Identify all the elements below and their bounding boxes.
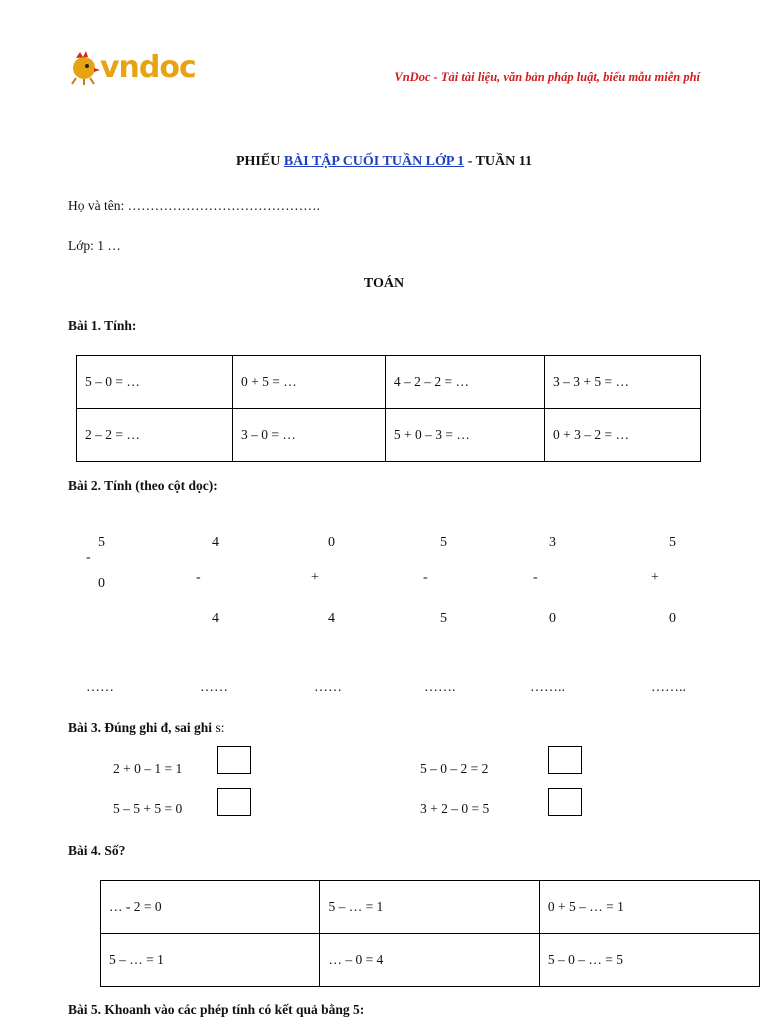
table-cell[interactable]: 5 + 0 – 3 = … — [385, 409, 544, 462]
col4-answer[interactable]: ……. — [424, 680, 456, 695]
subject-title: TOÁN — [363, 276, 405, 291]
table-cell[interactable]: 0 + 3 – 2 = … — [544, 409, 700, 462]
table-row — [101, 881, 760, 934]
table-cell[interactable]: 5 – … = 1 — [101, 934, 320, 987]
col1-bottom: 0 — [98, 576, 105, 591]
name-field[interactable]: Họ và tên: ……………………………………. — [68, 198, 320, 213]
title-link[interactable]: BÀI TẬP CUỐI TUẦN LỚP 1 — [283, 154, 465, 169]
col2-bottom: 4 — [212, 611, 219, 626]
title-suffix: - TUẦN 11 — [464, 154, 532, 169]
table-cell[interactable]: 5 – 0 = … — [77, 356, 233, 409]
bai3-item: 5 – 5 + 5 = 0 — [113, 801, 183, 816]
table-row — [77, 409, 701, 462]
col1-answer[interactable]: …… — [86, 680, 114, 695]
col3-answer[interactable]: …… — [314, 680, 342, 695]
col5-answer[interactable]: …….. — [530, 680, 565, 695]
class-field[interactable]: Lớp: 1 … — [68, 238, 121, 253]
table-row — [77, 356, 701, 409]
logo-wordmark: vndoc — [100, 50, 196, 85]
answer-box[interactable] — [548, 788, 582, 816]
answer-box[interactable] — [548, 746, 582, 774]
col4-operator: - — [423, 570, 428, 585]
col4-top: 5 — [440, 535, 447, 550]
col1-top: 5 — [98, 535, 105, 550]
table-cell[interactable]: 5 – 0 – … = 5 — [539, 934, 759, 987]
title-prefix: PHIẾU — [235, 154, 284, 169]
header-tagline: VnDoc - Tải tài liệu, văn bản pháp luật, biểu mẫu miễn phí — [394, 70, 700, 84]
table-cell[interactable]: 3 – 3 + 5 = … — [544, 356, 700, 409]
table-cell[interactable]: 4 – 2 – 2 = … — [385, 356, 544, 409]
col5-top: 3 — [549, 535, 556, 550]
bai3-item: 2 + 0 – 1 = 1 — [113, 761, 183, 776]
answer-box[interactable] — [217, 746, 251, 774]
col3-top: 0 — [328, 535, 335, 550]
bai3-item: 3 + 2 – 0 = 5 — [420, 801, 490, 816]
bai3-heading-bold: Bài 3. Đúng ghi đ, sai ghi — [68, 720, 216, 735]
col6-operator: + — [651, 570, 659, 585]
table-cell[interactable]: 0 + 5 = … — [233, 356, 386, 409]
table-cell[interactable]: … - 2 = 0 — [101, 881, 320, 934]
bai4-heading: Bài 4. Số? — [68, 843, 126, 858]
bai5-heading: Bài 5. Khoanh vào các phép tính có kết quả bằng 5: — [68, 1002, 365, 1017]
bai4-table — [100, 880, 760, 987]
bai3-item: 5 – 0 – 2 = 2 — [420, 761, 489, 776]
table-cell[interactable]: 5 – … = 1 — [320, 881, 539, 934]
table-cell[interactable]: … – 0 = 4 — [320, 934, 539, 987]
col5-operator: - — [533, 570, 538, 585]
col6-answer[interactable]: …….. — [651, 680, 686, 695]
bai1-table — [76, 355, 701, 462]
bai1-heading: Bài 1. Tính: — [68, 318, 137, 333]
table-row — [101, 934, 760, 987]
vndoc-logo[interactable] — [68, 48, 218, 88]
col3-bottom: 4 — [328, 611, 335, 626]
col5-bottom: 0 — [549, 611, 556, 626]
col1-operator: - — [86, 550, 91, 565]
bai3-heading-normal: s: — [215, 720, 225, 735]
bai3-heading — [68, 720, 224, 736]
bai2-heading: Bài 2. Tính (theo cột dọc): — [68, 478, 218, 493]
col2-operator: - — [196, 570, 201, 585]
table-cell[interactable]: 0 + 5 – … = 1 — [539, 881, 759, 934]
col2-answer[interactable]: …… — [200, 680, 228, 695]
col2-top: 4 — [212, 535, 219, 550]
col6-bottom: 0 — [669, 611, 676, 626]
col6-top: 5 — [669, 535, 676, 550]
page-title — [0, 154, 768, 170]
col3-operator: + — [311, 570, 319, 585]
table-cell[interactable]: 2 – 2 = … — [77, 409, 233, 462]
col4-bottom: 5 — [440, 611, 447, 626]
answer-box[interactable] — [217, 788, 251, 816]
table-cell[interactable]: 3 – 0 = … — [233, 409, 386, 462]
